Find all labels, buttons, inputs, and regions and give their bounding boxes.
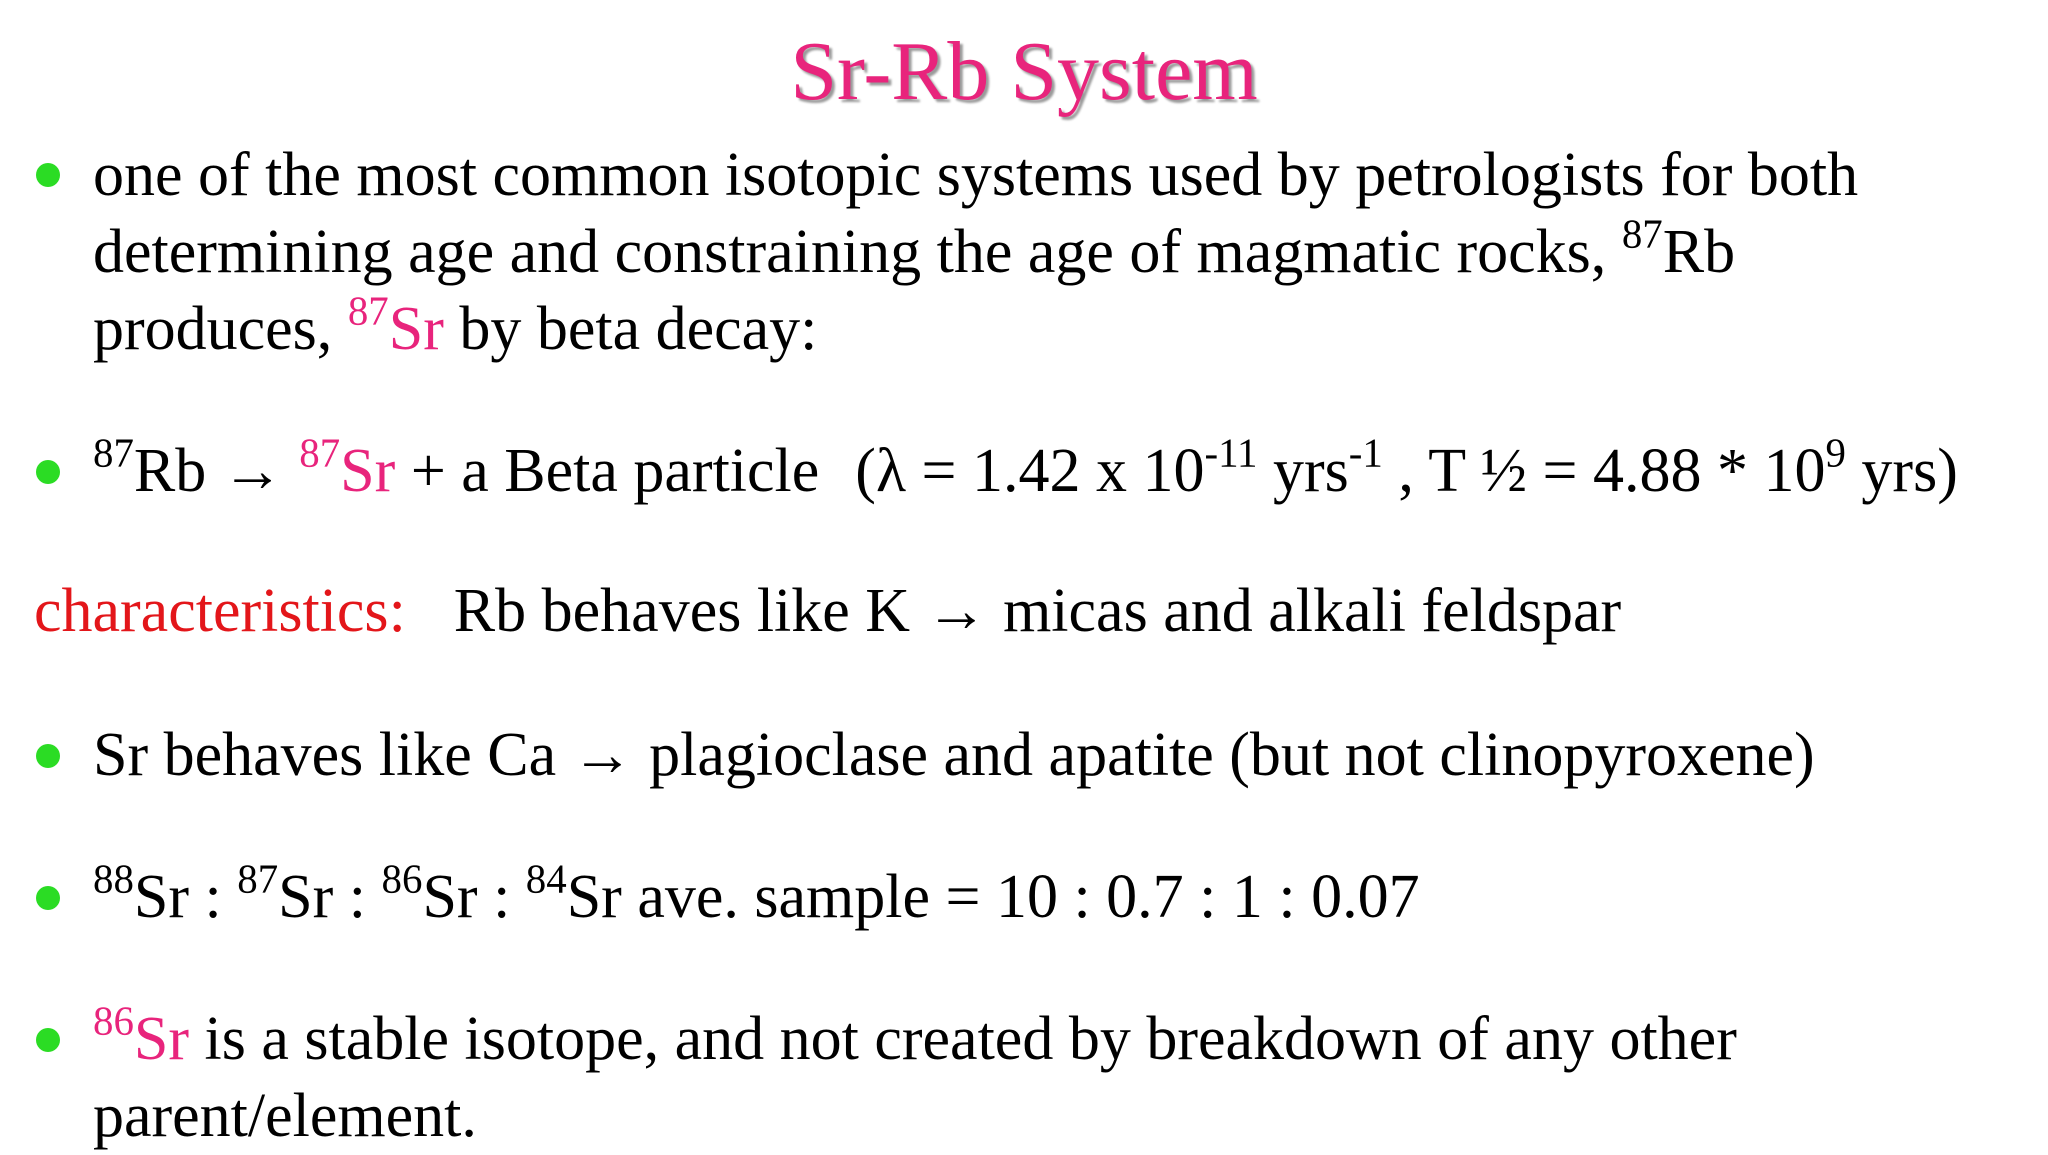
- bullet-dot-1: [36, 163, 60, 187]
- bullet-dot-2: [36, 460, 60, 484]
- characteristics-label: characteristics:: [34, 577, 406, 645]
- bullet-1-text: one of the most common isotopic systems used by petrologists for both: [93, 141, 1859, 209]
- unit: yrs): [1845, 437, 1958, 505]
- bullet-5-line-2: [93, 1077, 477, 1155]
- half-life: , T ½ = 4.88 * 10: [1382, 437, 1826, 505]
- decay-text: + a Beta particle: [410, 437, 820, 505]
- element-sr-highlight: Sr: [388, 295, 444, 363]
- superscript: 84: [525, 856, 567, 902]
- superscript: 87: [299, 430, 341, 476]
- bullet-1-line-1: [93, 136, 1858, 214]
- bullet-5-text-2: parent/element.: [93, 1082, 477, 1150]
- superscript: 87: [237, 856, 279, 902]
- isotope-text: Sr ave. sample = 10 : 0.7 : 1 : 0.07: [566, 863, 1420, 931]
- element-rb: Rb: [1662, 218, 1736, 286]
- exponent: -1: [1348, 430, 1383, 476]
- arrow: →: [221, 437, 284, 505]
- characteristics-text: Rb behaves like K → micas and alkali feldspar: [453, 577, 1622, 645]
- unit: yrs: [1257, 437, 1349, 505]
- bullet-3-text: Sr behaves like Ca → plagioclase and apatite (but not clinopyroxene): [93, 721, 1815, 789]
- element-rb: Rb: [133, 437, 207, 505]
- bullet-dot-5: [36, 1028, 60, 1052]
- bullet-1-line-3: [93, 290, 817, 368]
- element-sr-highlight: Sr: [340, 437, 396, 505]
- superscript: 86: [93, 998, 134, 1044]
- superscript: 87: [93, 430, 134, 476]
- isotope-text: Sr :: [133, 863, 238, 931]
- isotope-text: Sr :: [278, 863, 382, 931]
- exponent: -11: [1204, 430, 1258, 476]
- superscript: 87: [1621, 211, 1663, 257]
- characteristics-line: [34, 572, 1621, 650]
- isotope-text: Sr :: [422, 863, 526, 931]
- superscript: 88: [93, 856, 134, 902]
- bullet-1-text-4: by beta decay:: [443, 295, 818, 363]
- decay-constant: (λ = 1.42 x 10: [855, 437, 1205, 505]
- superscript: 87: [347, 288, 389, 334]
- bullet-4-line: [93, 858, 1420, 936]
- bullet-1-text-2: determining age and constraining the age of magmatic rocks,: [93, 218, 1622, 286]
- bullet-dot-3: [36, 744, 60, 768]
- bullet-3-line: [93, 716, 1815, 794]
- exponent: 9: [1825, 430, 1846, 476]
- slide-title: Sr-Rb System: [790, 25, 1258, 118]
- bullet-1-text-3: produces,: [93, 295, 348, 363]
- bullet-1-line-2: [93, 213, 1735, 291]
- bullet-5-line-1: [93, 1000, 1737, 1078]
- element-sr-highlight: Sr: [133, 1005, 190, 1073]
- bullet-5-text: is a stable isotope, and not created by breakdown of any other: [189, 1005, 1737, 1073]
- bullet-2-line: [93, 432, 1958, 510]
- bullet-dot-4: [36, 886, 60, 910]
- superscript: 86: [381, 856, 423, 902]
